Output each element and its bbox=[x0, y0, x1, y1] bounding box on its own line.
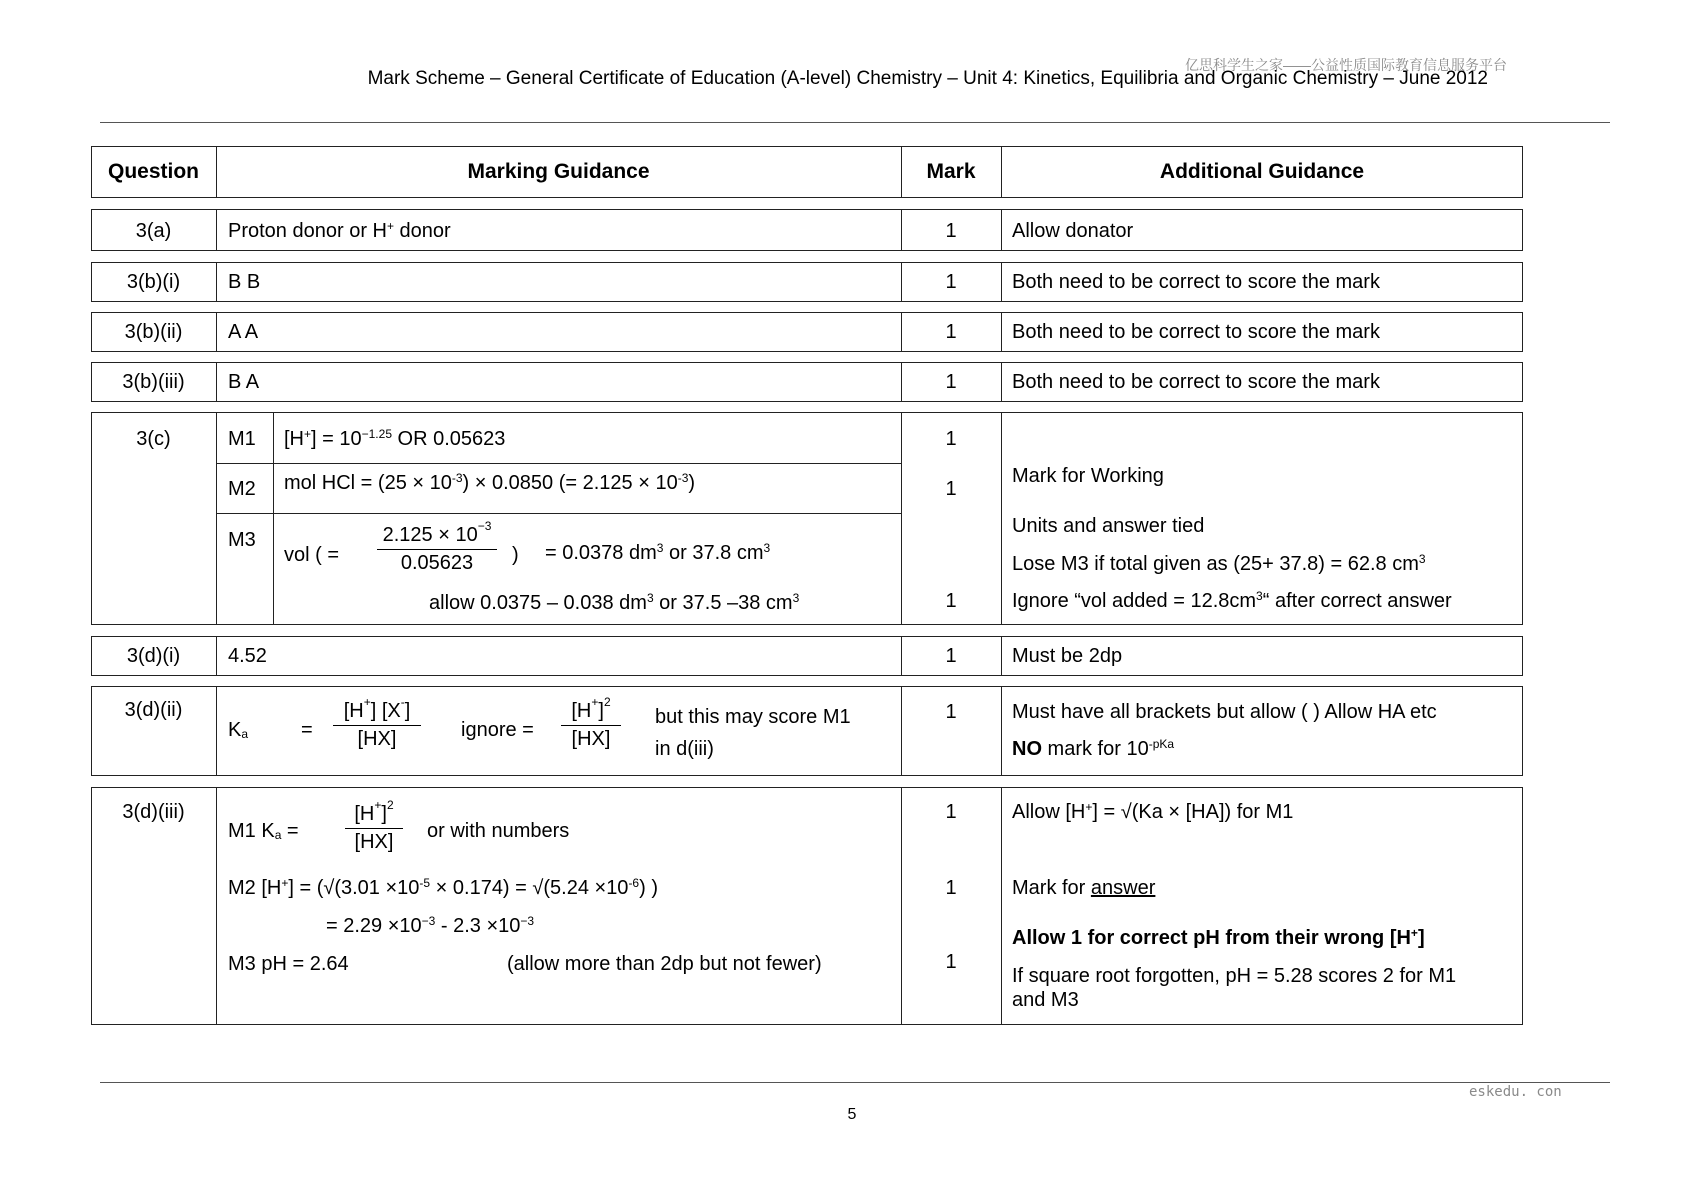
m3-answer: = 0.0378 $dm^3$ or 37.8 $cm^3$ bbox=[545, 541, 771, 564]
table-row-3di bbox=[91, 636, 1523, 676]
additional-guidance: Both need to be correct to score the mark bbox=[1012, 271, 1380, 293]
footer-rule bbox=[100, 1082, 1610, 1083]
mark-value: 1 bbox=[945, 271, 957, 293]
ignore-fraction bbox=[561, 695, 621, 751]
additional-guidance: Must have all brackets but allow ( ) Allow HA etc bbox=[1012, 701, 1437, 723]
question-id: 3(d)(iii) bbox=[122, 801, 185, 823]
fraction-numerator: $2.125 \times 10^{-3}$ bbox=[382, 519, 492, 546]
m3-close-bracket: ) bbox=[512, 544, 519, 566]
mark-value: 1 bbox=[945, 701, 957, 723]
question-id: 3(b)(i) bbox=[126, 271, 181, 293]
watermark-bottom: eskedu. con bbox=[1469, 1084, 1562, 1100]
additional-guidance: NO mark for $10^{-pKa}$ bbox=[1012, 737, 1175, 760]
marking-guidance: B A bbox=[228, 371, 260, 393]
m1-working: M1 $K_a$ = bbox=[228, 820, 299, 842]
m2-label: M2 bbox=[228, 478, 256, 500]
m1-note: or with numbers bbox=[427, 820, 570, 842]
fraction-numerator: $[H^+]^2$ bbox=[354, 798, 394, 825]
additional-guidance: Allow [H+] = √(Ka × [HA]) for M1 bbox=[1012, 800, 1294, 823]
question-id: 3(c) bbox=[136, 428, 171, 450]
m3-vol-label: vol ( = bbox=[284, 544, 340, 566]
page-header-title: Mark Scheme – General Certificate of Education (A-level) Chemistry – Unit 4: Kinetics, Equilibria and Organic Chemistry – June 2012 bbox=[367, 68, 1488, 89]
m3-label: M3 bbox=[228, 529, 256, 551]
m1-working: $[H^+] = 10^{-1.25}$ OR 0.05623 bbox=[284, 427, 506, 450]
m3-note: (allow more than 2dp but not fewer) bbox=[507, 953, 822, 975]
page-number: 5 bbox=[847, 1106, 857, 1123]
mark-value: 1 bbox=[945, 645, 957, 667]
equals-sign: = bbox=[301, 719, 313, 741]
note-line: in d(iii) bbox=[655, 738, 714, 760]
mark-value: 1 bbox=[945, 428, 957, 450]
m2-working: M2 $[H^+] = (√(3.01 \times 10^{-5} \times 0.174) = √(5.24 \times 10^{-6})$ ) bbox=[228, 876, 658, 899]
col-header-marking-guidance: Marking Guidance bbox=[467, 160, 650, 183]
m2-working: mol HCl = $(25 \times 10^{-3}) \times 0.0850$ (= $2.125 \times 10^{-3}$) bbox=[284, 471, 696, 494]
marking-guidance: Proton donor or H+ donor bbox=[228, 219, 451, 242]
mark-value: 1 bbox=[945, 220, 957, 242]
additional-guidance: If square root forgotten, pH = 5.28 scores 2 for M1 bbox=[1012, 965, 1457, 987]
additional-guidance: Must be 2dp bbox=[1012, 645, 1123, 667]
question-id: 3(b)(iii) bbox=[122, 371, 185, 393]
additional-guidance: Mark for answer bbox=[1012, 877, 1156, 899]
header-rule bbox=[100, 122, 1610, 123]
fraction-denominator: 0.05623 bbox=[400, 552, 474, 574]
fraction-numerator: [H+] [X-] bbox=[343, 695, 411, 722]
mark-value: 1 bbox=[945, 371, 957, 393]
col-header-question: Question bbox=[107, 160, 199, 183]
m2-result: = $2.29 \times 10^{-3} - 2.3 \times 10^{-3}$ bbox=[326, 914, 535, 937]
additional-guidance: Mark for Working bbox=[1012, 465, 1164, 487]
m3-fraction bbox=[377, 519, 497, 575]
fraction-denominator: [HX] bbox=[354, 831, 394, 853]
mark-value: 1 bbox=[945, 877, 957, 899]
m3-working: M3 pH = 2.64 bbox=[228, 953, 349, 975]
ignore-label: ignore = bbox=[461, 719, 534, 741]
question-id: 3(d)(i) bbox=[126, 645, 181, 667]
table-row-3diii bbox=[91, 787, 1523, 1025]
mark-value: 1 bbox=[945, 590, 957, 612]
m1-label: M1 bbox=[228, 428, 256, 450]
col-header-additional-guidance: Additional Guidance bbox=[1159, 160, 1365, 183]
question-id: 3(b)(ii) bbox=[124, 321, 183, 343]
col-header-mark: Mark bbox=[926, 160, 976, 183]
watermark-top: 亿思科学生之家——公益性质国际教育信息服务平台 bbox=[1185, 57, 1507, 73]
ka-fraction bbox=[333, 695, 421, 751]
question-id: 3(a) bbox=[135, 220, 172, 242]
fraction-denominator: [HX] bbox=[571, 728, 611, 750]
mark-value: 1 bbox=[945, 478, 957, 500]
m1-fraction bbox=[345, 798, 403, 854]
additional-guidance: Both need to be correct to score the mark bbox=[1012, 321, 1380, 343]
marking-guidance: A A bbox=[228, 321, 259, 343]
additional-guidance: Lose M3 if total given as (25+ 37.8) = 62.8 $cm^3$ bbox=[1012, 552, 1426, 575]
additional-guidance: and M3 bbox=[1012, 989, 1079, 1011]
additional-guidance: Both need to be correct to score the mark bbox=[1012, 371, 1380, 393]
ka-symbol: $K_a$ bbox=[228, 719, 249, 741]
question-id: 3(d)(ii) bbox=[124, 699, 183, 721]
additional-guidance: Units and answer tied bbox=[1012, 515, 1205, 537]
mark-value: 1 bbox=[945, 801, 957, 823]
marking-guidance: 4.52 bbox=[228, 645, 267, 667]
mark-value: 1 bbox=[945, 321, 957, 343]
marking-guidance: B B bbox=[228, 271, 261, 293]
mark-value: 1 bbox=[945, 951, 957, 973]
additional-guidance: Ignore “vol added = $12.8cm^3“$ after correct answer bbox=[1012, 589, 1452, 612]
note-line: but this may score M1 bbox=[655, 706, 851, 728]
additional-guidance: Allow donator bbox=[1012, 220, 1134, 242]
additional-guidance: Allow 1 for correct pH from their wrong [H+] bbox=[1012, 926, 1425, 949]
fraction-denominator: [HX] bbox=[357, 728, 397, 750]
m3-allowed-range: allow 0.0375 – 0.038 $dm^3$ or 37.5 –38 $cm^3$ bbox=[429, 591, 800, 614]
fraction-numerator: $[H^+]^2$ bbox=[571, 695, 611, 722]
